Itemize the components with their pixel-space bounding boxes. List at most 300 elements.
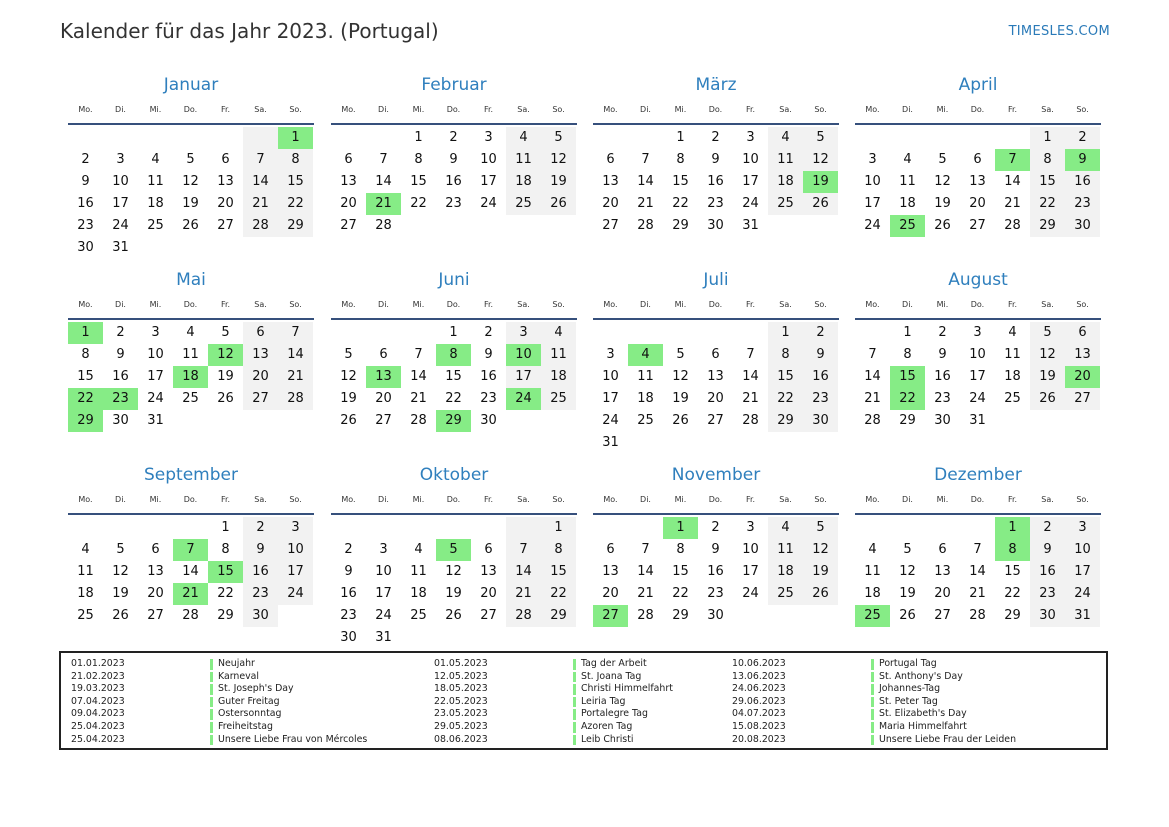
- holiday-row: [732, 708, 1072, 721]
- day-cell: 12: [899, 564, 916, 579]
- holiday-marker: [871, 659, 874, 670]
- holiday-name: St. Joana Tag: [581, 670, 642, 682]
- month-name: Oktober: [419, 465, 489, 485]
- day-cell: 16: [803, 366, 838, 388]
- day-cell: 5: [541, 127, 576, 149]
- day-cell: 31: [969, 413, 986, 428]
- day-cell: 3: [746, 520, 755, 535]
- day-cell: 12: [445, 564, 462, 579]
- day-cell: 4: [414, 542, 423, 557]
- holiday-day-cell: 24: [506, 388, 541, 410]
- holiday-row: [71, 671, 411, 684]
- weekday-header: [855, 300, 1101, 314]
- month-februar: [331, 75, 577, 255]
- holiday-row: [732, 658, 1072, 671]
- weekday-label: Di.: [378, 495, 389, 504]
- day-cell: 22: [1004, 586, 1021, 601]
- day-cell: 9: [484, 347, 493, 362]
- day-cell: 15: [541, 561, 576, 583]
- day-cell: 21: [969, 586, 986, 601]
- weekday-label: So.: [289, 495, 302, 504]
- weekday-label: Mo.: [341, 300, 356, 309]
- day-cell: 30: [707, 608, 724, 623]
- day-cell: 14: [243, 171, 278, 193]
- day-cell: 31: [147, 413, 164, 428]
- day-cell: 16: [445, 174, 462, 189]
- day-cell: 1: [414, 130, 423, 145]
- day-cell: 28: [506, 605, 541, 627]
- day-cell: 8: [768, 344, 803, 366]
- weekday-label: Mi.: [674, 105, 687, 114]
- month-name: April: [958, 75, 998, 95]
- weekday-label: Di.: [640, 105, 651, 114]
- weekday-header: [68, 300, 314, 314]
- day-cell: 18: [506, 171, 541, 193]
- day-cell: 21: [243, 193, 278, 215]
- day-cell: 27: [217, 218, 234, 233]
- holiday-day-cell: 8: [995, 539, 1030, 561]
- holiday-name: Unsere Liebe Frau von Mércoles: [218, 733, 368, 745]
- holiday-day-cell: 25: [890, 215, 925, 237]
- day-cell: 20: [340, 196, 357, 211]
- day-cell: 2: [1030, 517, 1065, 539]
- day-cell: 26: [803, 583, 838, 605]
- day-cell: 9: [1030, 539, 1065, 561]
- day-cell: 22: [672, 196, 689, 211]
- holiday-day-cell: 29: [68, 410, 103, 432]
- day-cell: 31: [375, 630, 392, 645]
- day-cell: 10: [742, 152, 759, 167]
- holiday-name: St. Joseph's Day: [218, 683, 294, 695]
- holiday-row: [732, 734, 1072, 747]
- day-cell: 30: [934, 413, 951, 428]
- weekday-label: Mo.: [341, 495, 356, 504]
- weekday-label: Mo.: [865, 300, 880, 309]
- day-cell: 10: [278, 539, 313, 561]
- holiday-list: [59, 651, 1108, 750]
- day-cell: 2: [1065, 127, 1100, 149]
- day-cell: 3: [506, 322, 541, 344]
- holiday-marker: [871, 672, 874, 683]
- holiday-date: 01.01.2023: [71, 658, 125, 669]
- month-divider: [855, 513, 1101, 515]
- weekday-label: So.: [814, 300, 827, 309]
- day-cell: 1: [449, 325, 458, 340]
- day-cell: 8: [541, 539, 576, 561]
- day-cell: 4: [506, 127, 541, 149]
- holiday-date: 15.08.2023: [732, 720, 786, 732]
- day-cell: 23: [707, 196, 724, 211]
- holiday-day-cell: 18: [173, 366, 208, 388]
- holiday-day-cell: 15: [890, 366, 925, 388]
- holiday-name: Unsere Liebe Frau der Leiden: [879, 733, 1017, 745]
- day-cell: 11: [77, 564, 94, 579]
- day-cell: 24: [969, 391, 986, 406]
- holiday-date: 13.06.2023: [732, 670, 786, 682]
- day-cell: 2: [711, 130, 720, 145]
- day-cell: 8: [1030, 149, 1065, 171]
- day-cell: 31: [742, 218, 759, 233]
- day-cell: 25: [1004, 391, 1021, 406]
- holiday-date: 10.06.2023: [732, 658, 786, 669]
- holiday-name: Maria Himmelfahrt: [879, 720, 967, 732]
- day-cell: 20: [602, 196, 619, 211]
- day-cell: 28: [637, 218, 654, 233]
- weekday-label: Fr.: [1007, 495, 1018, 504]
- day-cell: 18: [899, 196, 916, 211]
- day-cell: 3: [868, 152, 877, 167]
- weekday-label: Sa.: [254, 300, 267, 309]
- day-cell: 1: [1030, 127, 1065, 149]
- weekday-label: Mi.: [674, 495, 687, 504]
- month-juni: [331, 270, 577, 450]
- month-name: Juni: [438, 270, 470, 290]
- weekday-label: Mi.: [412, 300, 425, 309]
- day-cell: 29: [899, 413, 916, 428]
- day-cell: 10: [375, 564, 392, 579]
- day-cell: 9: [344, 564, 353, 579]
- weekday-label: Fr.: [745, 105, 756, 114]
- day-cell: 9: [243, 539, 278, 561]
- day-cell: 27: [375, 413, 392, 428]
- holiday-name: Christi Himmelfahrt: [581, 683, 673, 695]
- weekday-label: Fr.: [220, 105, 231, 114]
- day-cell: 28: [742, 413, 759, 428]
- day-cell: 16: [480, 369, 497, 384]
- day-cell: 16: [243, 561, 278, 583]
- day-cell: 11: [1004, 347, 1021, 362]
- holiday-day-cell: 9: [1065, 149, 1100, 171]
- day-cell: 9: [711, 152, 720, 167]
- weekday-label: Do.: [183, 495, 198, 504]
- weekday-label: Mi.: [936, 495, 949, 504]
- holiday-date: 22.05.2023: [434, 695, 488, 707]
- day-cell: 10: [864, 174, 881, 189]
- day-cell: 2: [484, 325, 493, 340]
- weekday-label: Mo.: [603, 495, 618, 504]
- day-cell: 29: [768, 410, 803, 432]
- weekday-label: Do.: [970, 105, 985, 114]
- day-cell: 20: [480, 586, 497, 601]
- day-cell: 9: [116, 347, 125, 362]
- weekday-label: Di.: [640, 495, 651, 504]
- day-cell: 24: [864, 218, 881, 233]
- day-cell: 24: [742, 196, 759, 211]
- month-name: März: [695, 75, 737, 95]
- day-cell: 28: [1004, 218, 1021, 233]
- weekday-label: Mi.: [149, 495, 162, 504]
- holiday-row: [434, 683, 774, 696]
- day-cell: 15: [768, 366, 803, 388]
- day-cell: 14: [637, 174, 654, 189]
- day-cell: 15: [410, 174, 427, 189]
- day-cell: 9: [81, 174, 90, 189]
- day-cell: 6: [344, 152, 353, 167]
- weekday-header: [68, 105, 314, 119]
- weekday-header: [331, 105, 577, 119]
- day-cell: 4: [151, 152, 160, 167]
- day-cell: 28: [637, 608, 654, 623]
- day-cell: 4: [81, 542, 90, 557]
- month-name: Dezember: [934, 465, 1022, 485]
- weekday-label: Do.: [183, 105, 198, 114]
- day-cell: 2: [711, 520, 720, 535]
- day-cell: 11: [768, 539, 803, 561]
- weekday-label: Mo.: [603, 105, 618, 114]
- holiday-name: Neujahr: [218, 658, 255, 669]
- day-cell: 12: [112, 564, 129, 579]
- holiday-marker: [573, 659, 576, 670]
- holiday-date: 20.08.2023: [732, 733, 786, 745]
- day-cell: 15: [77, 369, 94, 384]
- month-divider: [331, 318, 577, 320]
- weekday-label: So.: [289, 105, 302, 114]
- day-cell: 28: [182, 608, 199, 623]
- weekday-label: Di.: [902, 105, 913, 114]
- holiday-date: 08.06.2023: [434, 733, 488, 745]
- weekday-label: Mo.: [865, 105, 880, 114]
- day-cell: 23: [803, 388, 838, 410]
- holiday-row: [71, 734, 411, 747]
- day-cell: 8: [676, 152, 685, 167]
- holiday-row: [434, 721, 774, 734]
- weekday-label: So.: [1076, 105, 1089, 114]
- day-cell: 15: [672, 174, 689, 189]
- holiday-name: St. Elizabeth's Day: [879, 708, 967, 720]
- holiday-day-cell: 15: [208, 561, 243, 583]
- day-cell: 8: [221, 542, 230, 557]
- month-oktober: [331, 465, 577, 645]
- holiday-date: 29.05.2023: [434, 720, 488, 732]
- day-cell: 8: [903, 347, 912, 362]
- day-cell: 4: [903, 152, 912, 167]
- day-cell: 25: [541, 388, 576, 410]
- day-cell: 26: [182, 218, 199, 233]
- day-cell: 6: [379, 347, 388, 362]
- holiday-date: 23.05.2023: [434, 708, 488, 720]
- day-cell: 20: [969, 196, 986, 211]
- holiday-day-cell: 25: [855, 605, 890, 627]
- holiday-name: Portalegre Tag: [581, 708, 648, 720]
- holiday-name: Azoren Tag: [581, 720, 633, 732]
- day-cell: 2: [243, 517, 278, 539]
- holiday-name: St. Anthony's Day: [879, 670, 963, 682]
- weekday-label: Di.: [115, 495, 126, 504]
- day-cell: 28: [243, 215, 278, 237]
- holiday-name: St. Peter Tag: [879, 695, 938, 707]
- day-cell: 16: [340, 586, 357, 601]
- day-cell: 7: [973, 542, 982, 557]
- day-cell: 12: [803, 539, 838, 561]
- holiday-marker: [573, 722, 576, 733]
- day-cell: 10: [1065, 539, 1100, 561]
- holiday-column: [434, 658, 774, 746]
- day-cell: 5: [221, 325, 230, 340]
- weekday-label: Mi.: [936, 105, 949, 114]
- holiday-marker: [871, 735, 874, 746]
- holiday-date: 01.05.2023: [434, 658, 488, 669]
- weekday-label: Mi.: [149, 105, 162, 114]
- day-cell: 5: [938, 152, 947, 167]
- day-cell: 5: [344, 347, 353, 362]
- month-september: [68, 465, 314, 645]
- weekday-header: [855, 105, 1101, 119]
- day-cell: 17: [147, 369, 164, 384]
- day-cell: 13: [243, 344, 278, 366]
- holiday-day-cell: 1: [68, 322, 103, 344]
- day-cell: 16: [934, 369, 951, 384]
- day-cell: 9: [803, 344, 838, 366]
- weekday-label: Sa.: [254, 495, 267, 504]
- day-cell: 3: [746, 130, 755, 145]
- day-cell: 5: [903, 542, 912, 557]
- weekday-label: Mo.: [603, 300, 618, 309]
- day-cell: 22: [445, 391, 462, 406]
- month-divider: [593, 123, 839, 125]
- day-cell: 18: [768, 171, 803, 193]
- day-cell: [243, 127, 278, 149]
- holiday-date: 19.03.2023: [71, 683, 125, 695]
- day-cell: 19: [541, 171, 576, 193]
- holiday-row: [434, 708, 774, 721]
- month-dezember: [855, 465, 1101, 645]
- day-cell: 28: [410, 413, 427, 428]
- month-mai: [68, 270, 314, 450]
- day-cell: 29: [672, 608, 689, 623]
- day-cell: 26: [217, 391, 234, 406]
- day-cell: 13: [217, 174, 234, 189]
- day-cell: 2: [938, 325, 947, 340]
- day-cell: 10: [742, 542, 759, 557]
- day-cell: 12: [541, 149, 576, 171]
- day-cell: 7: [243, 149, 278, 171]
- holiday-marker: [210, 697, 213, 708]
- day-cell: 16: [1065, 171, 1100, 193]
- day-cell: 12: [340, 369, 357, 384]
- holiday-date: 04.07.2023: [732, 708, 786, 720]
- holiday-day-cell: 8: [436, 344, 471, 366]
- day-cell: 25: [506, 193, 541, 215]
- holiday-marker: [573, 672, 576, 683]
- day-cell: 26: [899, 608, 916, 623]
- day-cell: 21: [864, 391, 881, 406]
- day-cell: 23: [934, 391, 951, 406]
- holiday-day-cell: 1: [278, 127, 313, 149]
- day-cell: 8: [676, 542, 685, 557]
- day-cell: 21: [410, 391, 427, 406]
- day-cell: 30: [803, 410, 838, 432]
- day-cell: 15: [278, 171, 313, 193]
- day-cell: 21: [1004, 196, 1021, 211]
- day-cell: 28: [864, 413, 881, 428]
- day-cell: 2: [449, 130, 458, 145]
- page-title: Kalender für das Jahr 2023. (Portugal): [60, 19, 439, 43]
- month-juli: [593, 270, 839, 450]
- day-cell: 30: [243, 605, 278, 627]
- day-cell: 19: [217, 369, 234, 384]
- weekday-label: Di.: [640, 300, 651, 309]
- day-cell: 24: [147, 391, 164, 406]
- weekday-label: Sa.: [779, 105, 792, 114]
- day-cell: 29: [672, 218, 689, 233]
- day-cell: 15: [1004, 564, 1021, 579]
- day-cell: 25: [410, 608, 427, 623]
- day-cell: 4: [768, 127, 803, 149]
- weekday-label: So.: [814, 105, 827, 114]
- day-cell: 1: [221, 520, 230, 535]
- day-cell: 11: [899, 174, 916, 189]
- weekday-label: Do.: [708, 105, 723, 114]
- day-cell: 3: [973, 325, 982, 340]
- holiday-marker: [871, 722, 874, 733]
- weekday-header: [593, 300, 839, 314]
- holiday-row: [732, 696, 1072, 709]
- holiday-day-cell: 21: [366, 193, 401, 215]
- day-cell: 5: [803, 517, 838, 539]
- weekday-header: [331, 300, 577, 314]
- holiday-day-cell: 22: [890, 388, 925, 410]
- day-cell: 18: [147, 196, 164, 211]
- day-cell: 14: [637, 564, 654, 579]
- day-cell: 5: [803, 127, 838, 149]
- day-cell: 27: [934, 608, 951, 623]
- holiday-marker: [573, 697, 576, 708]
- day-cell: 7: [506, 539, 541, 561]
- day-cell: 13: [934, 564, 951, 579]
- holiday-row: [732, 671, 1072, 684]
- day-cell: 8: [278, 149, 313, 171]
- weekday-label: Sa.: [517, 495, 530, 504]
- day-cell: 11: [768, 149, 803, 171]
- day-cell: 11: [637, 369, 654, 384]
- day-cell: 30: [480, 413, 497, 428]
- month-divider: [593, 318, 839, 320]
- holiday-marker: [871, 697, 874, 708]
- day-cell: 6: [973, 152, 982, 167]
- weekday-label: Do.: [970, 300, 985, 309]
- holiday-row: [732, 683, 1072, 696]
- day-cell: 25: [147, 218, 164, 233]
- day-cell: 25: [768, 583, 803, 605]
- day-cell: 30: [112, 413, 129, 428]
- day-cell: 22: [541, 583, 576, 605]
- day-cell: 28: [969, 608, 986, 623]
- month-divider: [68, 123, 314, 125]
- weekday-label: Do.: [446, 300, 461, 309]
- day-cell: 8: [414, 152, 423, 167]
- holiday-marker: [573, 709, 576, 720]
- day-cell: 19: [803, 561, 838, 583]
- day-cell: 27: [1065, 388, 1100, 410]
- holiday-day-cell: 27: [593, 605, 628, 627]
- day-cell: 12: [1030, 344, 1065, 366]
- day-cell: 25: [77, 608, 94, 623]
- brand-logo[interactable]: TIMESLES.COM: [1008, 24, 1110, 39]
- weekday-label: Fr.: [745, 495, 756, 504]
- month-divider: [68, 318, 314, 320]
- day-cell: 11: [506, 149, 541, 171]
- day-cell: 5: [1030, 322, 1065, 344]
- holiday-marker: [210, 722, 213, 733]
- weekday-label: Di.: [902, 495, 913, 504]
- day-cell: 23: [707, 586, 724, 601]
- holiday-day-cell: 21: [173, 583, 208, 605]
- day-cell: 26: [934, 218, 951, 233]
- day-cell: 23: [340, 608, 357, 623]
- day-cell: 1: [768, 322, 803, 344]
- day-cell: 17: [864, 196, 881, 211]
- day-cell: 14: [864, 369, 881, 384]
